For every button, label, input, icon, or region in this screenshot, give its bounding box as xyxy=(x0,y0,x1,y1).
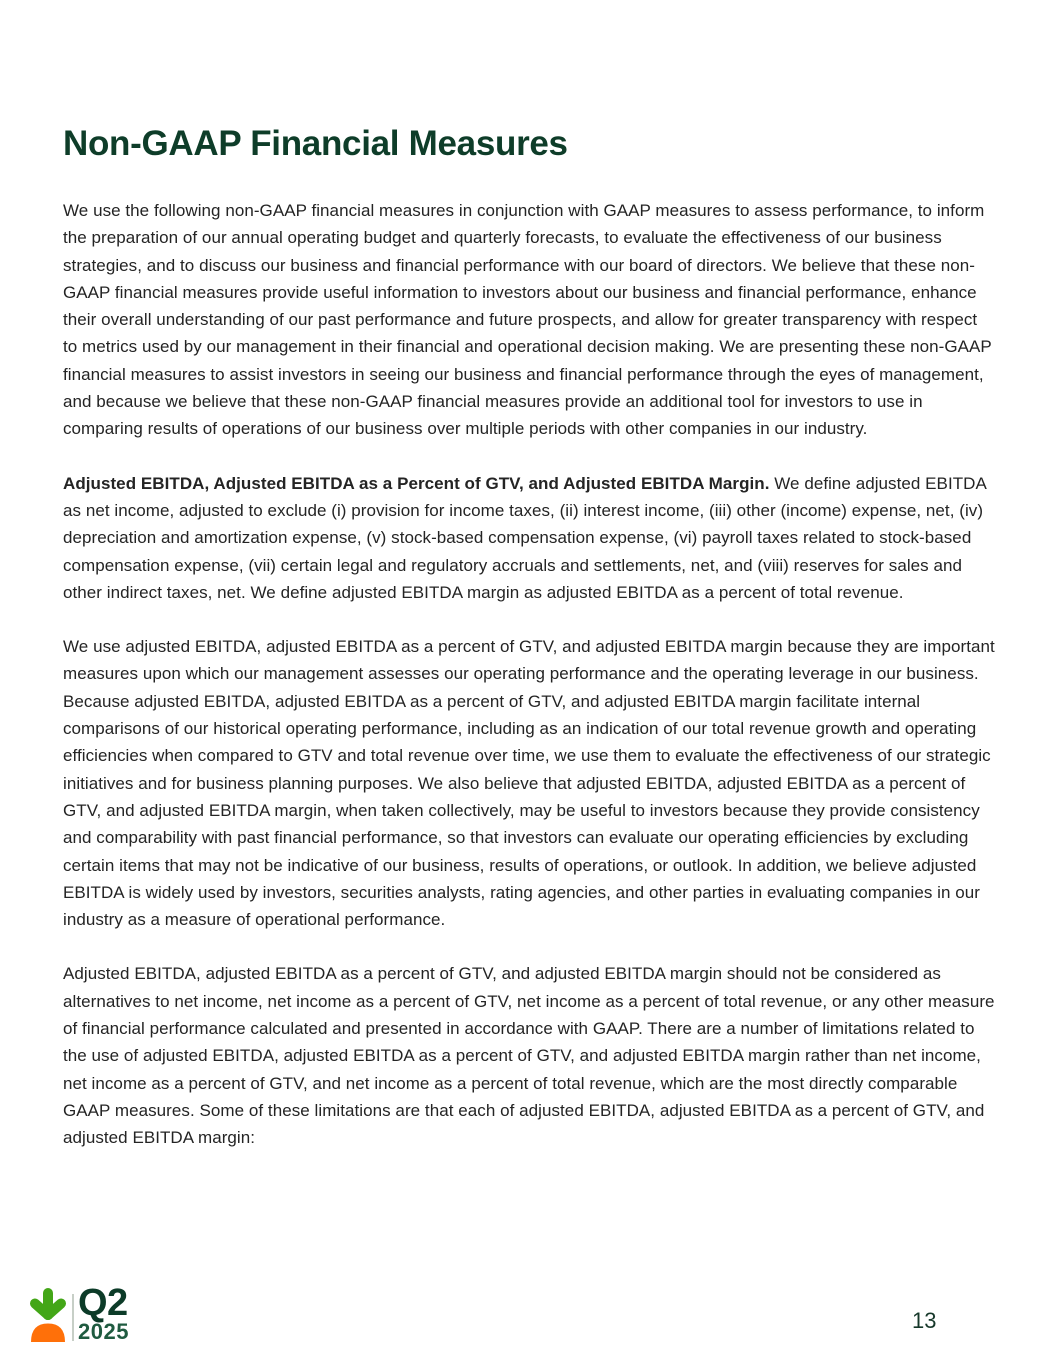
paragraph-text: We define adjusted EBITDA as net income, adjusted to exclude (i) provision for income taxes, (ii) interest income, (iii) other (income) expense, net, (iv) depreciation and amortization expense, (v) stock-based compensation expense, (vi) payroll taxes related to stock-based compensation expense, (vii) certain legal and regulatory accruals and settlements, net, and (viii) reserves for sales and other indirect taxes, net. We define adjusted EBITDA margin as adjusted EBITDA as a percent of total revenue. xyxy=(63,473,986,602)
footer-divider xyxy=(72,1294,74,1341)
main-content xyxy=(63,124,995,1179)
paragraph-limitations xyxy=(63,960,995,1151)
page-number: 13 xyxy=(912,1308,937,1333)
page-title: Non-GAAP Financial Measures xyxy=(63,124,568,163)
footer-year-label: 2025 xyxy=(78,1319,129,1344)
footer-quarter-label: Q2 xyxy=(78,1282,128,1324)
paragraph-text: We use adjusted EBITDA, adjusted EBITDA as a percent of GTV, and adjusted EBITDA margin because they are important measures upon which our management assesses our operating performance and the operating leverage in our business. Because adjusted EBITDA, adjusted EBITDA as a percent of GTV, and adjusted EBITDA margin facilitate internal comparisons of our historical operating performance, including as an indication of our total revenue growth and operating efficiencies when compared to GTV and total revenue over time, we use them to evaluate the effectiveness of our strategic initiatives and for business planning purposes. We also believe that adjusted EBITDA, adjusted EBITDA as a percent of GTV, and adjusted EBITDA margin, when taken collectively, may be useful to investors because they provide consistency and comparability with past financial performance, so that investors can evaluate our operating efficiencies by excluding certain items that may not be indicative of our business, results of operations, or outlook. In addition, we believe adjusted EBITDA is widely used by investors, securities analysts, rating agencies, and other parties in evaluating companies in our industry as a measure of operational performance. xyxy=(63,637,995,930)
paragraph-intro xyxy=(63,197,995,443)
paragraph-bold-lead: Adjusted EBITDA, Adjusted EBITDA as a Percent of GTV, and Adjusted EBITDA Margin. xyxy=(63,473,770,493)
paragraph-text: We use the following non-GAAP financial measures in conjunction with GAAP measures to assess performance, to inform the preparation of our annual operating budget and quarterly forecasts, to evaluate the effectiveness of our business strategies, and to discuss our business and financial performance with our board of directors. We believe that these non-GAAP financial measures provide useful information to investors about our business and financial performance, enhance their overall understanding of our past performance and future prospects, and allow for greater transparency with respect to metrics used by our management in their financial and operational decision making. We are presenting these non-GAAP financial measures to assist investors in seeing our business and financial performance through the eyes of management, and because we believe that these non-GAAP financial measures provide an additional tool for investors to use in comparing results of operations of our business over multiple periods with other companies in our industry. xyxy=(63,201,992,439)
paragraph-why-we-use xyxy=(63,633,995,933)
instacart-carrot-icon xyxy=(28,1287,68,1344)
paragraph-adjusted-ebitda-definition xyxy=(63,470,995,606)
paragraph-text: Adjusted EBITDA, adjusted EBITDA as a percent of GTV, and adjusted EBITDA margin should not be considered as alternatives to net income, net income as a percent of GTV, net income as a percent of total revenue, or any other measure of financial performance calculated and presented in accordance with GAAP. There are a number of limitations related to the use of adjusted EBITDA, adjusted EBITDA as a percent of GTV, and adjusted EBITDA margin rather than net income, net income as a percent of GTV, and net income as a percent of total revenue, which are the most directly comparable GAAP measures. Some of these limitations are that each of adjusted EBITDA, adjusted EBITDA as a percent of GTV, and adjusted EBITDA margin: xyxy=(63,964,995,1148)
